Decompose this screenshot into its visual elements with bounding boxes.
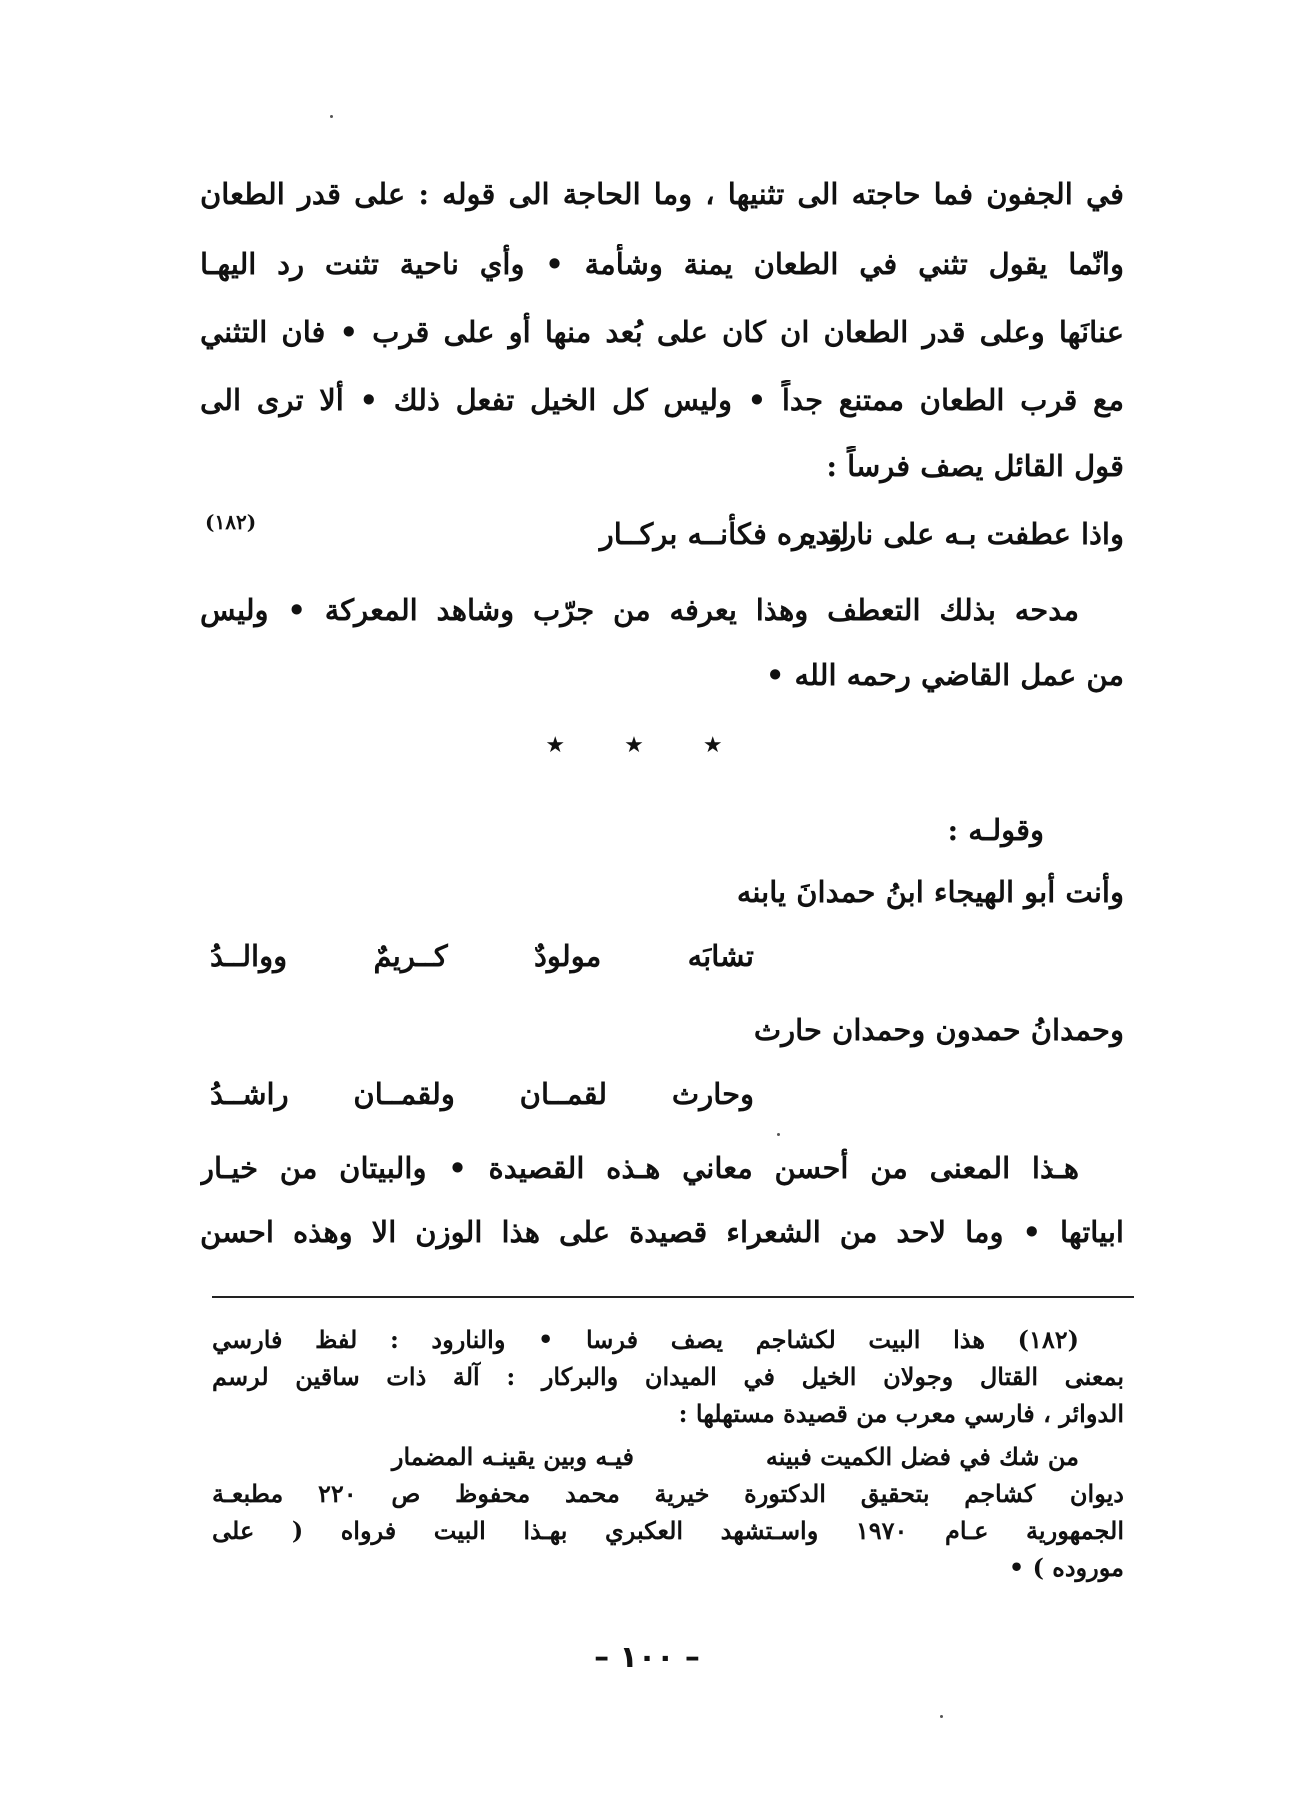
body-line: من عمل القاضي رحمه الله •	[765, 658, 1124, 692]
body-line: هـذا المعنى من أحسن معاني هـذه القصيدة • والبيتان من خيـار	[200, 1151, 1079, 1185]
footnote-line: ديوان كشاجم بتحقيق الدكتورة خيرية محمد محفوظ ص ٢٢٠ مطبعـة	[212, 1479, 1124, 1508]
verse-right-hemistich: واذا عطفت بـه على ناروده	[800, 517, 1124, 551]
verse-intro: وقولـه :	[947, 813, 1044, 847]
verse-line: وحمدانُ حمدون وحمدان حارث	[753, 1013, 1124, 1047]
footnote-marker: (١٨٢)	[205, 510, 257, 534]
footnote-verse-right: من شك في فضل الكميت فبينه	[765, 1442, 1079, 1471]
verse-line: وحارث لقمــان ولقمــان راشــدُ	[210, 1077, 754, 1111]
body-line: عنانَها وعلى قدر الطعان ان كان على بُعد منها أو على قرب • فان التثني	[200, 315, 1124, 349]
footnote-line: الدوائر ، فارسي معرب من قصيدة مستهلها :	[678, 1399, 1124, 1428]
verse-left-hemistich: لتديره فكأنــه بركــار	[599, 517, 849, 551]
verse-line: وأنت أبو الهيجاء ابنُ حمدانَ يابنه	[736, 875, 1124, 909]
footnote-line: موروده ) •	[1008, 1553, 1124, 1582]
footnote-line: الجمهورية عـام ١٩٧٠ واسـتشهد العكبري بهـذا البيت فرواه ( على	[212, 1516, 1124, 1545]
verse-line: تشابَه مولودٌ كــريمٌ ووالــدُ	[210, 939, 754, 973]
body-line: وانّما يقول تثني في الطعان يمنة وشأمة • وأي ناحية تثنت رد اليهـا	[200, 247, 1124, 281]
scan-speck	[777, 1133, 780, 1136]
scan-speck	[940, 1715, 943, 1718]
footnote-line: (١٨٢) هذا البيت لكشاجم يصف فرسا • والنارود : لفظ فارسي	[212, 1325, 1079, 1354]
body-line: ابياتها • وما لاحد من الشعراء قصيدة على هذا الوزن الا وهذه احسن	[200, 1215, 1124, 1249]
page-number: – ١٠٠ –	[594, 1640, 700, 1675]
footnote-line: بمعنى القتال وجولان الخيل في الميدان والبركار : آلة ذات ساقين لرسم	[212, 1362, 1124, 1391]
section-separator: ★ ★ ★	[545, 733, 749, 758]
body-line: قول القائل يصف فرساً :	[826, 449, 1124, 483]
footnote-divider	[212, 1296, 1134, 1298]
footnote-verse-left: فيـه وبين يقينـه المضمار	[391, 1442, 634, 1471]
scan-speck	[330, 115, 333, 118]
body-line: مدحه بذلك التعطف وهذا يعرفه من جرّب وشاهد المعركة • وليس	[200, 593, 1079, 627]
body-line: مع قرب الطعان ممتنع جداً • وليس كل الخيل تفعل ذلك • ألا ترى الى	[200, 383, 1124, 417]
body-line: في الجفون فما حاجته الى تثنيها ، وما الحاجة الى قوله : على قدر الطعان	[200, 177, 1124, 211]
